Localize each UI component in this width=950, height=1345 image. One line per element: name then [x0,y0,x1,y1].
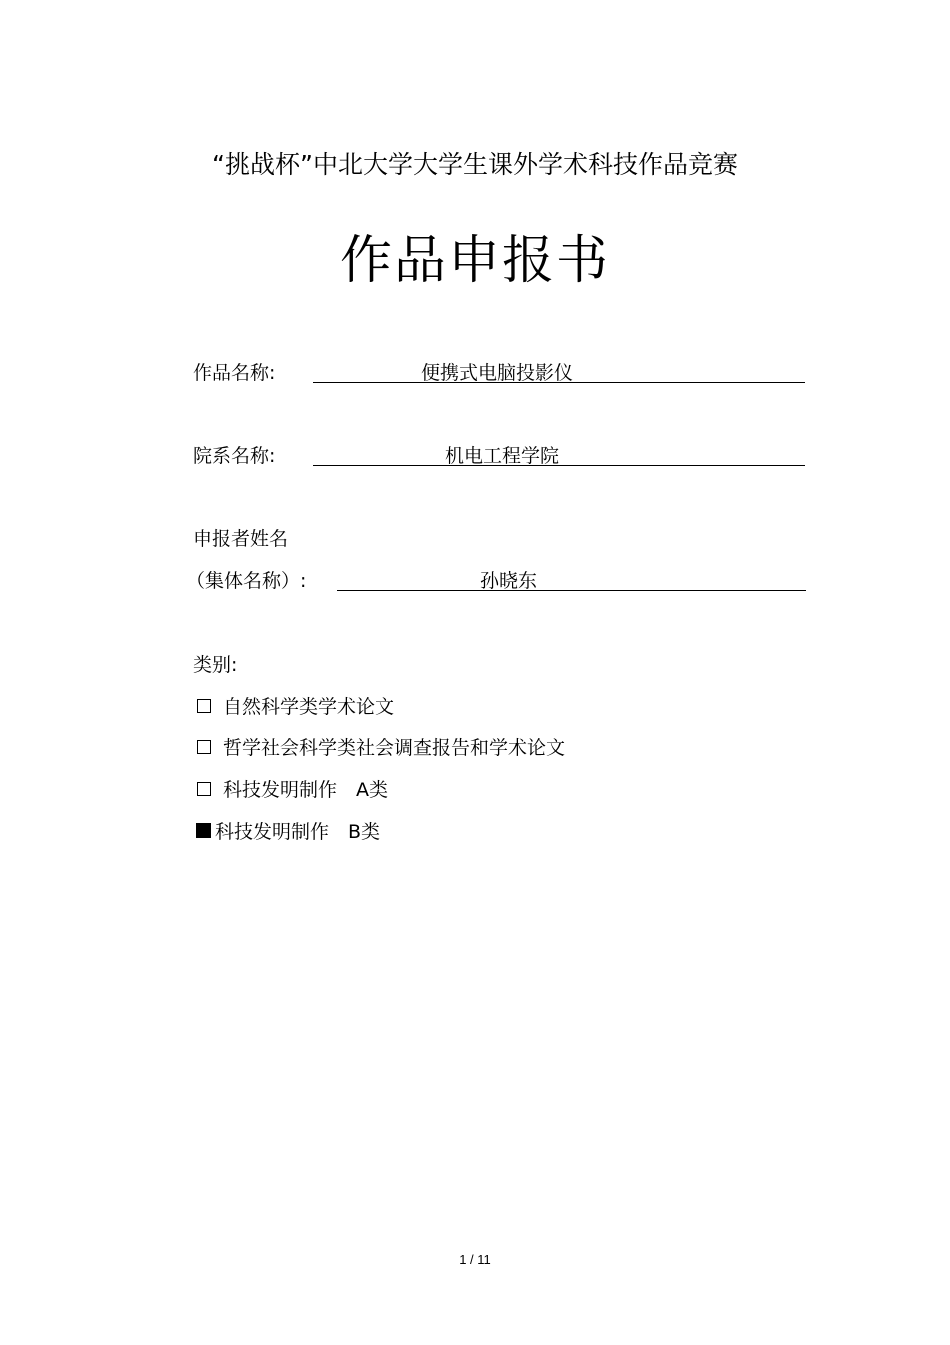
document-title: 作品申报书 [339,231,610,291]
option-label: 自然科学类学术论文 [223,696,395,718]
page-number: 1 / 11 [459,1252,491,1267]
work-name-value: 便携式电脑投影仪 [421,362,574,384]
work-name-label: 作品名称: [193,362,276,384]
applicant-underline [337,566,806,591]
option-label: 科技发明制作 A类 [223,779,388,801]
department-value: 机电工程学院 [445,445,560,467]
category-option-invention-b[interactable] [193,817,380,844]
category-option-social-science[interactable] [193,733,565,760]
applicant-value: 孙晓东 [480,570,538,592]
checkbox-unchecked-icon[interactable] [197,699,211,713]
work-name-field [193,358,808,388]
applicant-field [186,566,801,596]
category-label: 类别: [193,654,238,676]
department-label: 院系名称: [193,445,276,467]
applicant-label-line1: 申报者姓名 [193,528,289,550]
option-label: 哲学社会科学类社会调查报告和学术论文 [223,737,566,759]
applicant-label-line2: （集体名称）: [186,570,307,592]
category-option-invention-a[interactable] [193,775,388,802]
competition-title: “挑战杯”中北大学大学生课外学术科技作品竞赛 [212,150,738,179]
option-label: 科技发明制作 B类 [215,821,381,843]
department-field [193,441,808,471]
checkbox-checked-icon[interactable] [196,823,211,838]
checkbox-unchecked-icon[interactable] [197,740,211,754]
category-option-natural-science[interactable] [193,692,394,719]
checkbox-unchecked-icon[interactable] [197,782,211,796]
